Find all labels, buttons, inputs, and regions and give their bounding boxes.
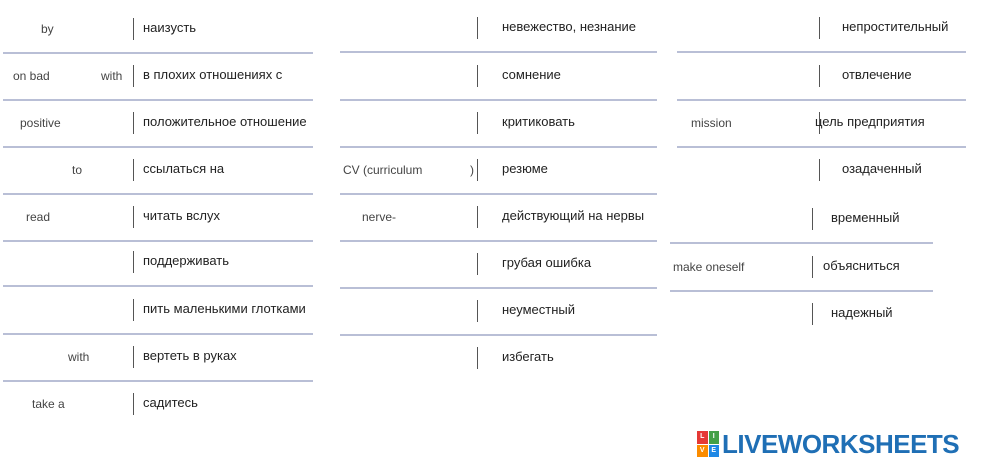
divider (819, 65, 820, 87)
divider (812, 256, 813, 278)
worksheet-row (340, 7, 657, 53)
divider (819, 17, 820, 39)
russian-translation: положительное отношение (143, 114, 307, 129)
russian-translation: невежество, незнание (502, 19, 637, 34)
divider (133, 65, 134, 87)
answer-field[interactable] (754, 252, 814, 284)
worksheet-row (670, 198, 933, 244)
logo-badge-letter: I (709, 431, 720, 444)
divider (477, 253, 478, 275)
russian-translation: резюме (502, 161, 548, 176)
divider (477, 300, 478, 322)
divider (133, 206, 134, 228)
russian-translation: сомнение (502, 67, 561, 82)
english-prompt: with (68, 350, 90, 364)
row-underline (3, 99, 313, 101)
worksheet-row (3, 336, 313, 382)
russian-translation: избегать (502, 349, 554, 364)
russian-translation: критиковать (502, 114, 575, 129)
russian-translation: пить маленькими глотками (143, 301, 306, 316)
worksheet-row (3, 289, 313, 335)
answer-field[interactable] (63, 14, 133, 46)
russian-translation: отвлечение (842, 67, 912, 82)
divider (812, 303, 813, 325)
english-prompt: mission (691, 116, 732, 130)
worksheet-row (340, 149, 657, 195)
worksheet-row (677, 149, 966, 195)
answer-field[interactable] (344, 296, 478, 328)
divider (133, 159, 134, 181)
liveworksheets-logo (697, 428, 959, 460)
answer-field[interactable] (344, 249, 478, 281)
row-underline (3, 380, 313, 382)
answer-field[interactable] (674, 299, 814, 331)
worksheet-row (677, 7, 966, 53)
divider (477, 65, 478, 87)
worksheet-row (340, 55, 657, 101)
divider (812, 208, 813, 230)
divider (133, 112, 134, 134)
divider (477, 347, 478, 369)
row-underline (3, 193, 313, 195)
logo-badge-letter: V (697, 445, 708, 458)
divider (133, 393, 134, 415)
worksheet-row (3, 196, 313, 242)
worksheet-row (670, 246, 933, 292)
row-underline (340, 51, 657, 53)
divider (133, 251, 134, 273)
worksheet-row (340, 337, 657, 383)
worksheet-row (3, 102, 313, 148)
english-prompt-end: ) (470, 163, 474, 177)
answer-field[interactable] (674, 204, 814, 236)
worksheet-row (677, 102, 966, 148)
russian-translation: садитесь (143, 395, 198, 410)
answer-field[interactable] (7, 155, 73, 187)
answer-field[interactable] (344, 61, 478, 93)
russian-translation: надежный (831, 305, 893, 320)
row-underline (3, 285, 313, 287)
row-underline (670, 290, 933, 292)
logo-badge (697, 431, 719, 457)
row-underline (670, 242, 933, 244)
row-underline (340, 99, 657, 101)
answer-field[interactable] (71, 108, 133, 140)
logo-text: LIVEWORKSHEETS (722, 428, 960, 459)
worksheet-row (340, 243, 657, 289)
logo-badge-letter: L (697, 431, 708, 444)
answer-field[interactable] (344, 108, 478, 140)
row-underline (677, 51, 966, 53)
row-underline (3, 52, 313, 54)
russian-translation: цель предприятия (815, 114, 925, 129)
worksheet-row (3, 55, 313, 101)
english-prompt: by (41, 22, 54, 36)
logo-badge-letter: E (709, 445, 720, 458)
russian-translation: в плохих отношениях с (143, 67, 283, 82)
english-prompt: to (72, 163, 83, 177)
answer-field[interactable] (71, 389, 133, 421)
answer-field[interactable] (7, 247, 133, 279)
english-prompt-end: with (101, 69, 123, 83)
answer-field[interactable] (681, 155, 821, 187)
row-underline (3, 333, 313, 335)
row-underline (340, 193, 657, 195)
answer-field[interactable] (7, 295, 133, 327)
worksheet-row (3, 383, 313, 429)
divider (477, 112, 478, 134)
row-underline (3, 146, 313, 148)
row-underline (340, 334, 657, 336)
english-prompt: take a (32, 397, 65, 411)
divider (477, 206, 478, 228)
answer-field[interactable] (344, 13, 478, 45)
russian-translation: озадаченный (842, 161, 922, 176)
divider (133, 346, 134, 368)
answer-field[interactable] (400, 202, 478, 234)
answer-field[interactable] (681, 13, 821, 45)
worksheet-row (677, 55, 966, 101)
worksheet-row (3, 149, 313, 195)
russian-translation: временный (831, 210, 900, 225)
russian-translation: непростительный (842, 19, 949, 34)
row-underline (340, 240, 657, 242)
worksheet-row (340, 196, 657, 242)
russian-translation: ссылаться на (143, 161, 225, 176)
answer-field[interactable] (7, 342, 69, 374)
russian-translation: действующий на нервы (502, 208, 645, 223)
english-prompt: nerve- (362, 210, 397, 224)
answer-field[interactable] (61, 61, 101, 93)
english-prompt: positive (20, 116, 61, 130)
divider (133, 299, 134, 321)
russian-translation: грубая ошибка (502, 255, 592, 270)
divider (477, 159, 478, 181)
russian-translation: поддерживать (143, 253, 230, 268)
divider (477, 17, 478, 39)
row-underline (677, 99, 966, 101)
english-prompt: CV (curriculum (343, 163, 423, 177)
russian-translation: объясниться (823, 258, 900, 273)
divider (819, 159, 820, 181)
worksheet-row (670, 293, 933, 339)
worksheet-row (340, 102, 657, 148)
worksheet-row (3, 8, 313, 54)
russian-translation: неуместный (502, 302, 576, 317)
english-prompt: make oneself (673, 260, 745, 274)
russian-translation: читать вслух (143, 208, 220, 223)
row-underline (677, 146, 966, 148)
english-prompt: read (26, 210, 51, 224)
answer-field[interactable] (428, 155, 472, 187)
worksheet-row (3, 241, 313, 287)
divider (133, 18, 134, 40)
english-prompt: on bad (13, 69, 50, 83)
russian-translation: вертеть в руках (143, 348, 237, 363)
answer-field[interactable] (681, 61, 821, 93)
russian-translation: наизусть (143, 20, 197, 35)
row-underline (340, 287, 657, 289)
answer-field[interactable] (344, 343, 478, 375)
row-underline (340, 146, 657, 148)
answer-field[interactable] (739, 108, 821, 140)
answer-field[interactable] (59, 202, 133, 234)
worksheet-row (340, 290, 657, 336)
